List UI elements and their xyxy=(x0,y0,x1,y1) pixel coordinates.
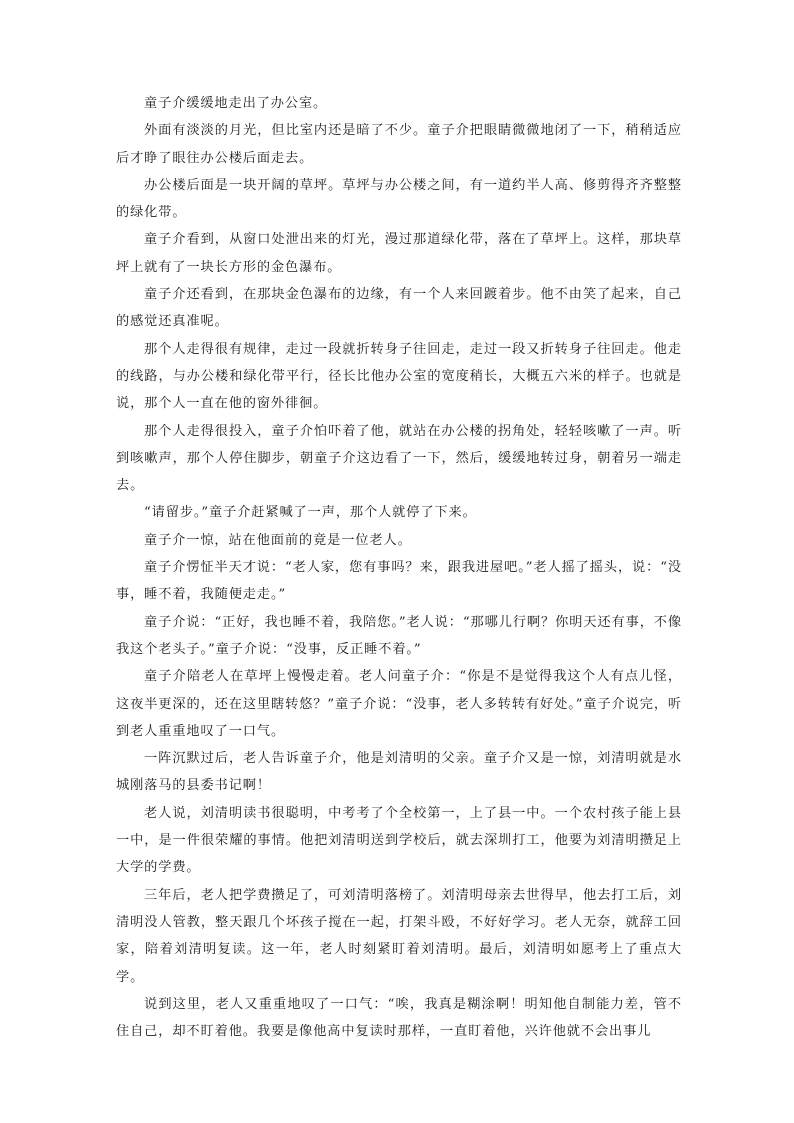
paragraph: 说到这里，老人又重重地叹了一口气：“唉，我真是糊涂啊！明知他自制能力差，管不住自己，却不盯着他。我要是像他高中复读时那样，一直盯着他，兴许他就不会出事儿 xyxy=(116,996,682,1040)
paragraph: 那个人走得很投入，童子介怕吓着了他，就站在办公楼的拐角处，轻轻咳嗽了一声。听到咳嗽声，那个人停住脚步，朝童子介这边看了一下，然后，缓缓地转过身，朝着另一端走去。 xyxy=(116,423,682,494)
paragraph: 老人说，刘清明读书很聪明，中考考了个全校第一，上了县一中。一个农村孩子能上县一中，是一件很荣耀的事情。他把刘清明送到学校后，就去深圳打工，他要为刘清明攒足上大学的学费。 xyxy=(116,805,682,876)
document-body xyxy=(116,90,682,1045)
paragraph: “请留步。”童子介赶紧喊了一声，那个人就停了下来。 xyxy=(144,505,477,521)
paragraph: 童子介缓缓地走出了办公室。 xyxy=(144,96,328,111)
paragraph: 那个人走得很有规律，走过一段就折转身子往回走，走过一段又折转身子往回走。他走的线路，与办公楼和绿化带平行，径长比他办公室的宽度稍长，大概五六米的样子。也就是说，那个人一直在他的窗外徘徊。 xyxy=(116,341,682,412)
paragraph: 外面有淡淡的月光，但比室内还是暗了不少。童子介把眼睛微微地闭了一下，稍稍适应后才睁了眼往办公楼后面走去。 xyxy=(116,123,682,166)
paragraph: 童子介还看到，在那块金色瀑布的边缘，有一个人来回踱着步。他不由笑了起来，自己的感觉还真准呢。 xyxy=(116,287,682,330)
paragraph: 三年后，老人把学费攒足了，可刘清明落榜了。刘清明母亲去世得早，他去打工后，刘清明没人管教，整天跟几个坏孩子搅在一起，打架斗殴，不好好学习。老人无奈，就辞工回家，陪着刘清明复读。这一年，老人时刻紧盯着刘清明。最后，刘清明如愿考上了重点大学。 xyxy=(116,887,682,985)
paragraph: 童子介愣怔半天才说：“老人家，您有事吗？来，跟我进屋吧。”老人摇了摇头，说：“没事，睡不着，我随便走走。” xyxy=(116,560,682,603)
paragraph: 童子介陪老人在草坪上慢慢走着。老人问童子介：“你是不是觉得我这个人有点儿怪，这夜半更深的，还在这里瞎转悠？”童子介说：“没事，老人多转转有好处。”童子介说完，听到老人重重地叹了一口气。 xyxy=(116,669,682,739)
paragraph: 一阵沉默过后，老人告诉童子介，他是刘清明的父亲。童子介又是一惊，刘清明就是水城刚落马的县委书记啊！ xyxy=(116,751,682,794)
paragraph: 办公楼后面是一块开阔的草坪。草坪与办公楼之间，有一道约半人高、修剪得齐齐整整的绿化带。 xyxy=(116,177,682,221)
paragraph: 童子介看到，从窗口处泄出来的灯光，漫过那道绿化带，落在了草坪上。这样，那块草坪上就有了一块长方形的金色瀑布。 xyxy=(116,232,682,275)
paragraph: 童子介说：“正好，我也睡不着，我陪您。”老人说：“那哪儿行啊？你明天还有事，不像我这个老头子。”童子介说：“没事，反正睡不着。” xyxy=(116,614,682,657)
paragraph: 童子介一惊，站在他面前的竟是一位老人。 xyxy=(144,532,412,548)
